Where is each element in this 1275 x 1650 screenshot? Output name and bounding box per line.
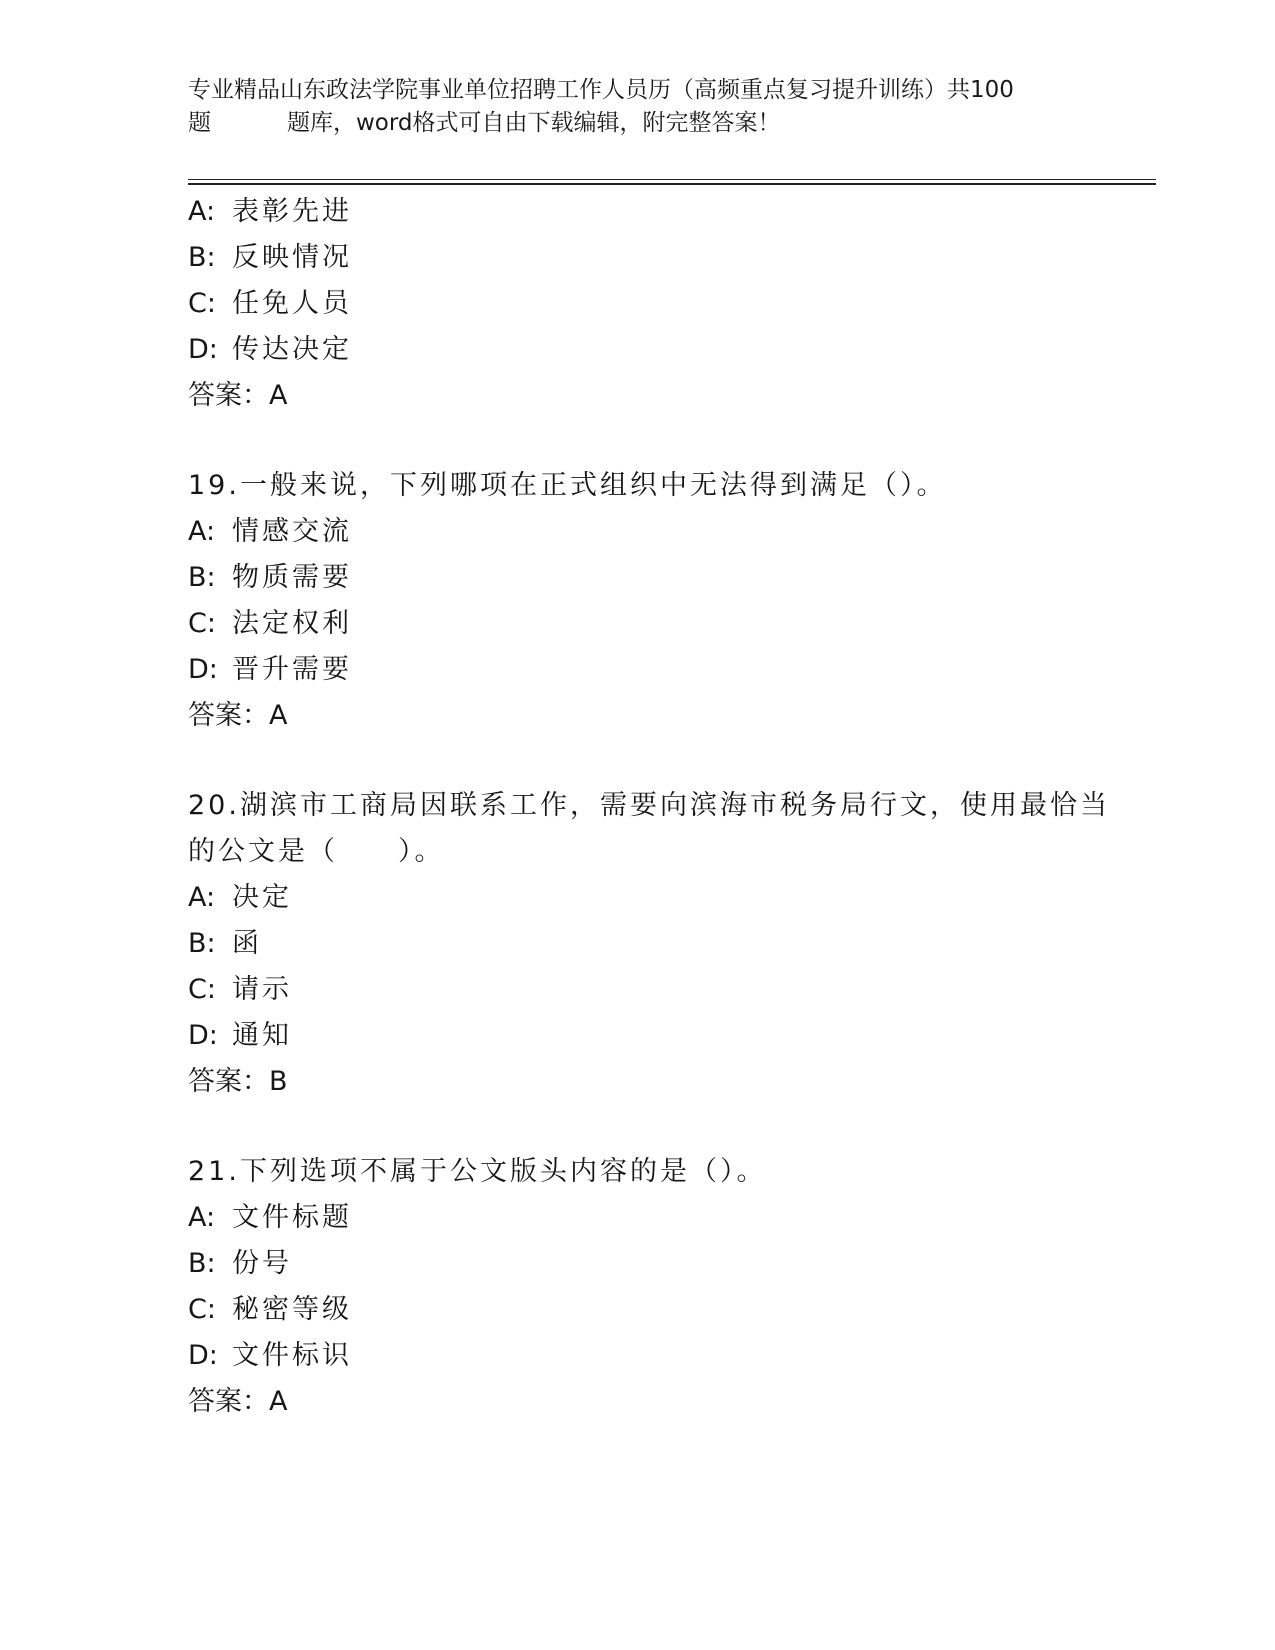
option-a: A: 决定: [188, 882, 292, 913]
answer-line: 答案：A: [188, 380, 288, 411]
answer-line: 答案：A: [188, 700, 288, 731]
answer-line: 答案：A: [188, 1386, 288, 1417]
header-line-2-left: 题: [188, 110, 211, 136]
option-c: C: 请示: [188, 974, 292, 1005]
option-d: D: 通知: [188, 1020, 292, 1051]
option-c: C: 任免人员: [188, 288, 352, 319]
option-b: B: 物质需要: [188, 562, 352, 593]
question-stem: 21.下列选项不属于公文版头内容的是（）。: [188, 1156, 767, 1187]
option-b: B: 份号: [188, 1248, 292, 1279]
option-a: A: 表彰先进: [188, 196, 352, 227]
question-stem: 20.湖滨市工商局因联系工作，需要向滨海市税务局行文，使用最恰当 的公文是（ ）。: [188, 790, 1110, 867]
header-line-2-right: 题库，word格式可自由下载编辑，附完整答案！: [287, 110, 781, 136]
question-21: [188, 1149, 1088, 1425]
option-b: B: 反映情况: [188, 242, 352, 273]
header-line-1: 专业精品山东政法学院事业单位招聘工作人员历（高频重点复习提升训练）共100: [188, 77, 1014, 103]
header-line-2: [188, 107, 1088, 140]
option-c: C: 法定权利: [188, 608, 352, 639]
option-b: B: 函: [188, 928, 262, 959]
option-a: A: 情感交流: [188, 516, 352, 547]
option-c: C: 秘密等级: [188, 1294, 352, 1325]
question-stem: 19.一般来说，下列哪项在正式组织中无法得到满足（）。: [188, 470, 947, 501]
header-divider-thick: [188, 183, 1156, 185]
option-d: D: 文件标识: [188, 1340, 352, 1371]
option-d: D: 晋升需要: [188, 654, 352, 685]
question-20: [188, 783, 1110, 1105]
question-19: [188, 463, 1088, 739]
question-18-continued: [188, 189, 1088, 419]
header-divider-thin: [188, 179, 1156, 180]
answer-line: 答案：B: [188, 1066, 288, 1097]
option-a: A: 文件标题: [188, 1202, 352, 1233]
question-content: [188, 189, 1110, 1425]
option-d: D: 传达决定: [188, 334, 352, 365]
document-header: [188, 74, 1088, 140]
